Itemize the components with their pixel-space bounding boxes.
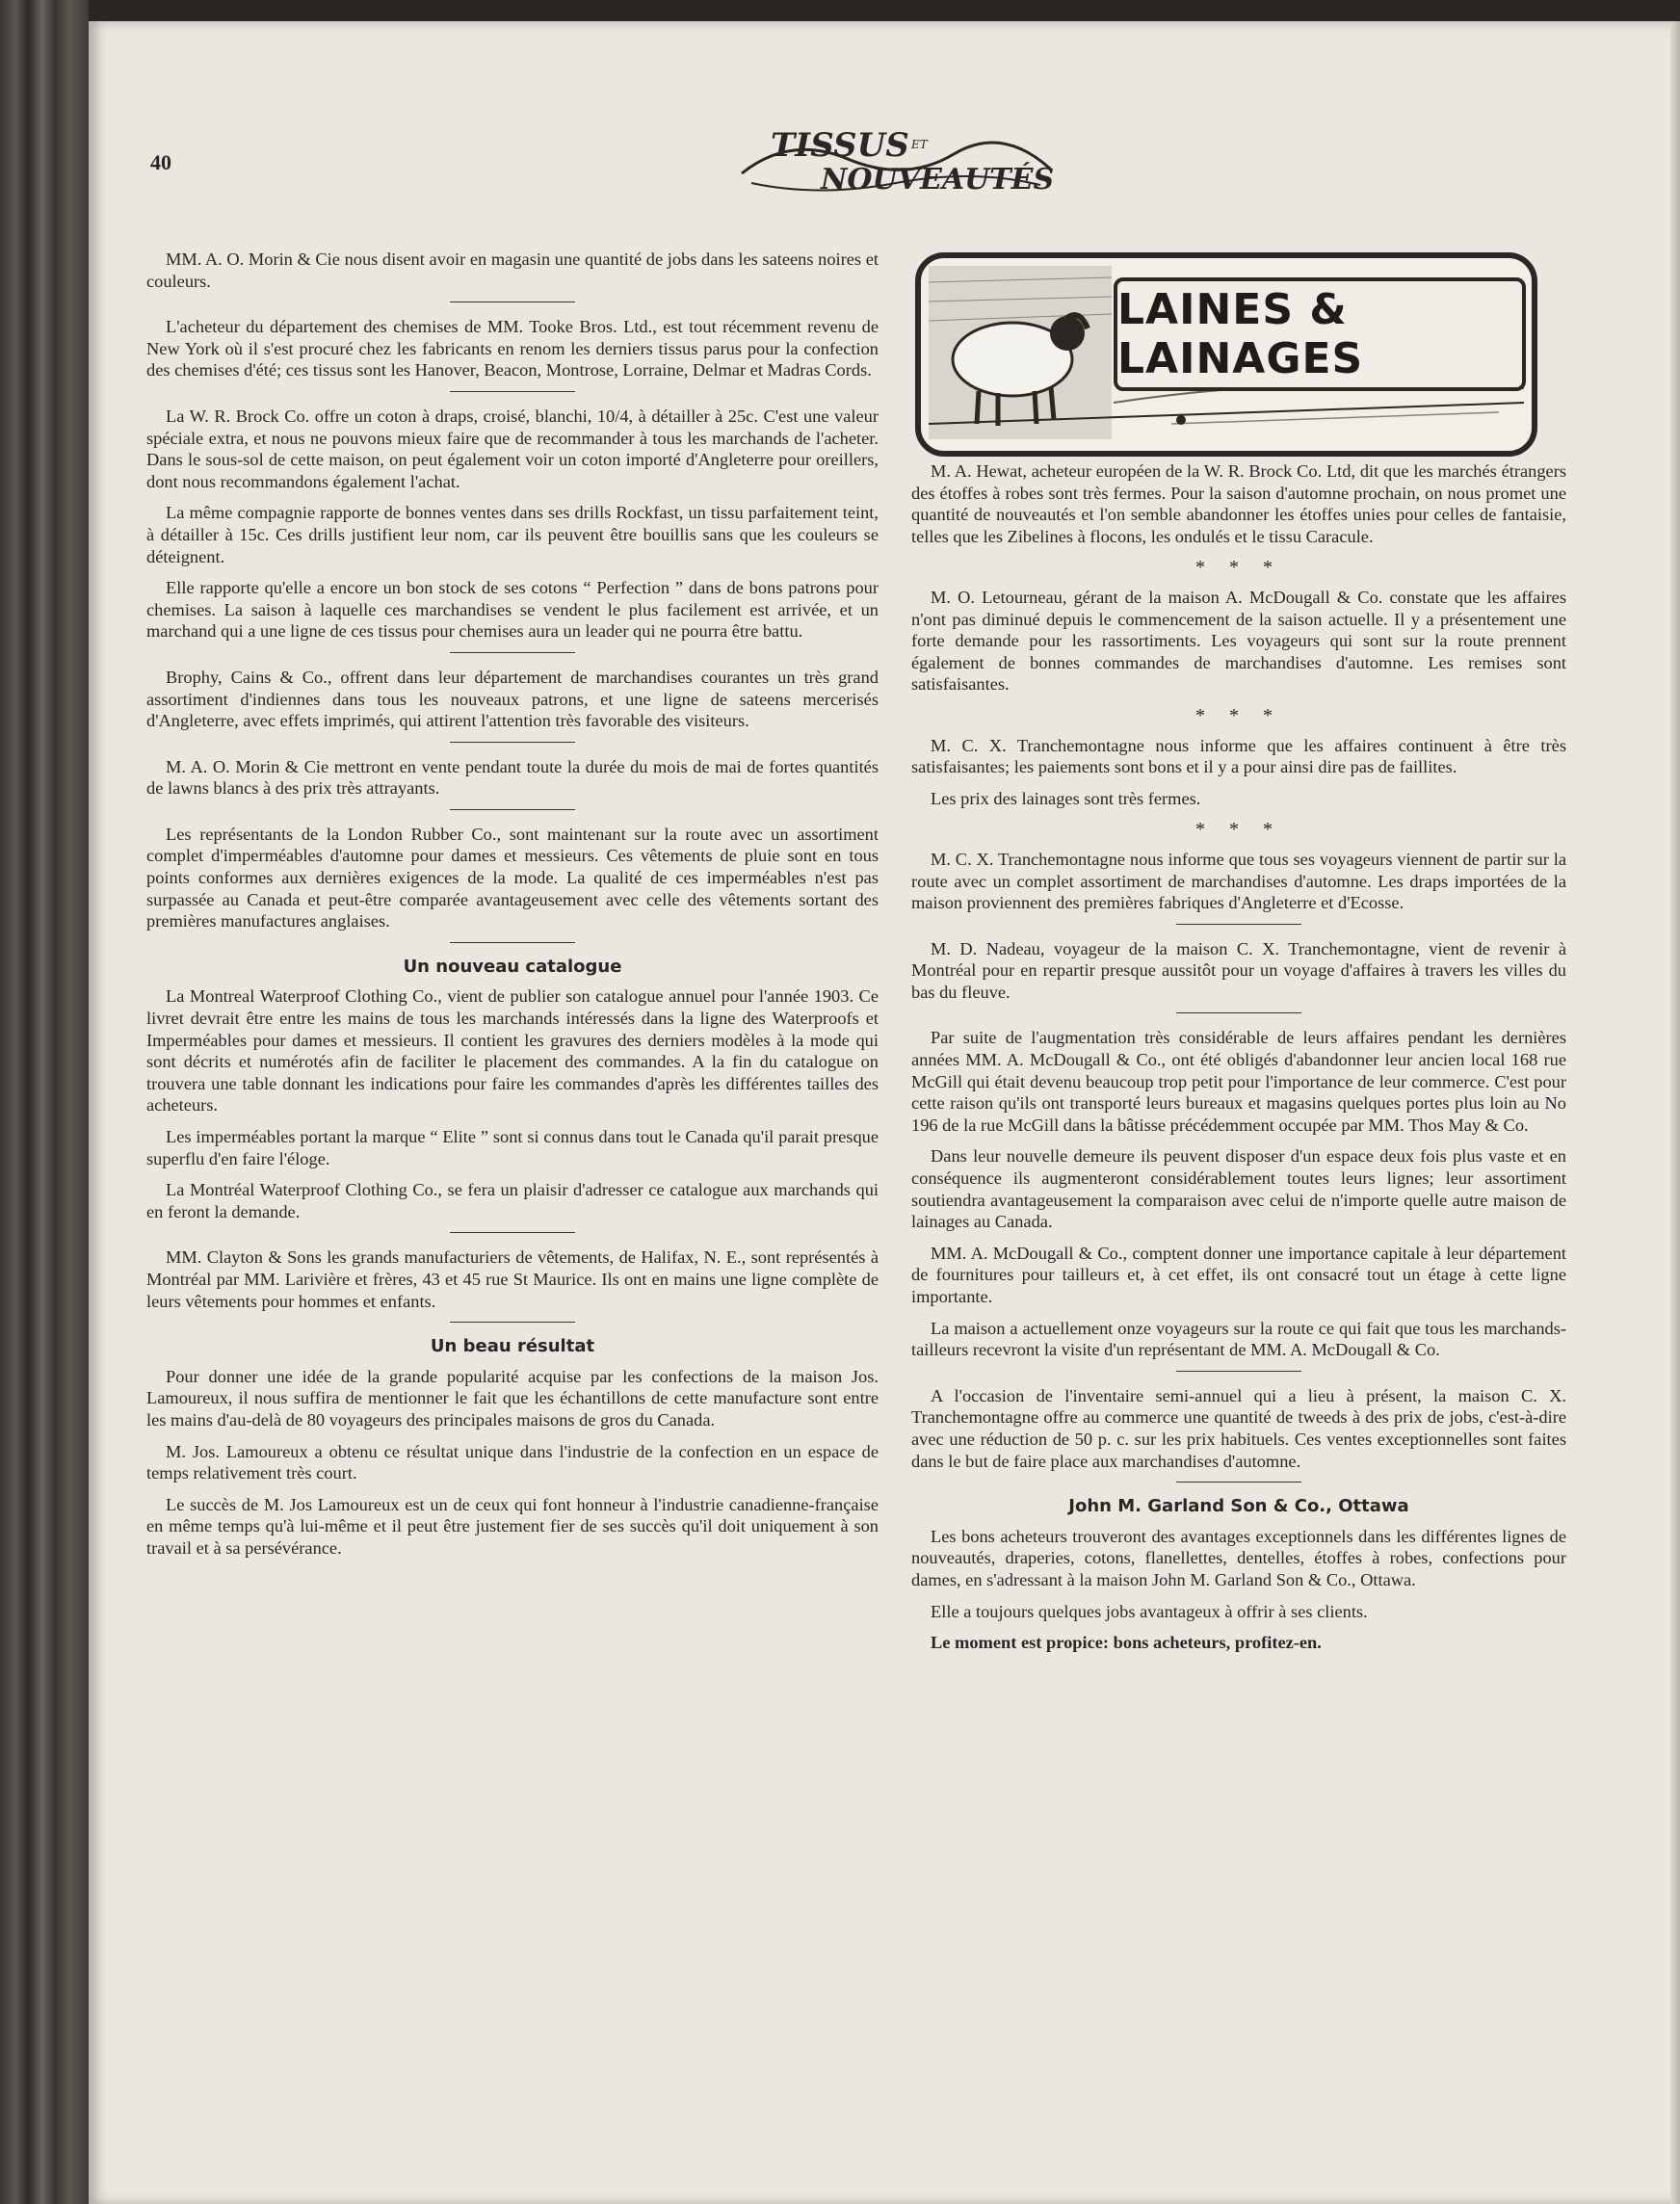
article-paragraph: La maison a actuellement onze voyageurs sur la route ce qui fait que tous les marchands-tailleurs recevront la visite d'un représentant de MM. A. McDougall & Co. bbox=[911, 1318, 1566, 1360]
book-binding bbox=[0, 0, 89, 2204]
article-paragraph: M. Jos. Lamoureux a obtenu ce résultat unique dans l'industrie de la confection en un espace de temps relativement très court. bbox=[146, 1441, 879, 1483]
article-paragraph: M. A. O. Morin & Cie mettront en vente pendant toute la durée du mois de mai de fortes quantités de lawns blancs à des prix très attrayants. bbox=[146, 756, 879, 799]
article-paragraph: Dans leur nouvelle demeure ils peuvent disposer d'un espace deux fois plus vaste et en conséquence ils augmenteront considérablement toutes leurs lignes; leur assortiment soutiendra avantageusement la comparaison avec celui de n'importe quelle autre maison de lainages au Canada. bbox=[911, 1146, 1566, 1232]
article-paragraph: Elle rapporte qu'elle a encore un bon stock de ses cotons “ Perfection ” dans de bons patrons pour chemises. La saison à laquelle ces marchandises se vendent le plus facilement est arrivée, et un marchand qui a une ligne de ces tissus pour chemises aura un leader qui ne pourra être battu. bbox=[146, 578, 879, 642]
article-paragraph: MM. A. McDougall & Co., comptent donner une importance capitale à leur département de fournitures pour tailleurs et, à cet effet, ils ont consacré tout un étage à cette ligne importante. bbox=[911, 1243, 1566, 1306]
banner-title-box bbox=[1114, 277, 1526, 391]
article-paragraph: Brophy, Cains & Co., offrent dans leur département de marchandises courantes un très grand assortiment d'indiennes dans tous les nouveaux patrons, et une ligne de sateens mercerisés d'Angleterre, avec effets imprimés, qui attirent l'attention très favorable des visiteurs. bbox=[146, 667, 879, 731]
article-paragraph: La même compagnie rapporte de bonnes ventes dans ses drills Rockfast, un tissu parfaitement teint, à détailler à 15c. Ces drills justifient leur nom, car ils peuvent être bouillis sans que les couleurs se déteignent. bbox=[146, 503, 879, 566]
divider bbox=[1176, 924, 1301, 925]
page-number: 40 bbox=[150, 150, 171, 174]
laines-lainages-banner bbox=[915, 252, 1537, 457]
article-paragraph: A l'occasion de l'inventaire semi-annuel qui a lieu à présent, la maison C. X. Tranchemontagne offre au commerce une quantité de tweeds à des prix de jobs, c'est-à-dire avec une réduction de 50 p. c. sur les prix habituels. Ces ventes exceptionnelles sont faites dans le but de faire place aux marchandises d'automne. bbox=[911, 1385, 1566, 1471]
section-heading: Un beau résultat bbox=[430, 1336, 595, 1357]
masthead-connector: ET bbox=[911, 138, 928, 151]
asterism: * * * bbox=[1195, 819, 1282, 841]
article-paragraph: Les prix des lainages sont très fermes. bbox=[931, 788, 1201, 808]
article-paragraph: Le succès de M. Jos Lamoureux est un de ceux qui font honneur à l'industrie canadienne-française en même temps qu'à lui-même et il peut être justement fier de ses succès qu'il doit uniquement à son travail et à sa persévérance. bbox=[146, 1494, 879, 1558]
divider bbox=[1176, 1012, 1301, 1013]
article-paragraph: MM. Clayton & Sons les grands manufacturiers de vêtements, de Halifax, N. E., sont représentés à Montréal par MM. Larivière et frères, 43 et 45 rue St Maurice. Ils ont en mains une ligne complète de leurs vêtements pour hommes et enfants. bbox=[146, 1247, 879, 1311]
article-paragraph: La Montréal Waterproof Clothing Co., se fera un plaisir d'adresser ce catalogue aux marchands qui en feront la demande. bbox=[146, 1180, 879, 1221]
article-paragraph: Par suite de l'augmentation très considérable de leurs affaires pendant les dernières années MM. A. McDougall & Co., ont été obligés d'abandonner leur ancien local 168 rue McGill qui était devenu beaucoup trop petit pour l'importance de leur commerce. C'est pour cette raison qu'ils ont transporté leurs bureaux et magasins quelques portes plus loin au No 196 de la rue McGill dans la bâtisse précédemment occupée par MM. Thos May & Co. bbox=[911, 1028, 1566, 1135]
divider bbox=[450, 742, 575, 743]
article-paragraph: L'acheteur du département des chemises de MM. Tooke Bros. Ltd., est tout récemment revenu de New York où il s'est procuré chez les fabricants en renom les derniers tissus parus pour la confection des chemises d'été; ces tissus sont les Hanover, Beacon, Montrose, Lorraine, Delmar et Madras Cords. bbox=[146, 317, 879, 380]
article-paragraph: Les bons acheteurs trouveront des avantages exceptionnels dans les différentes lignes de nouveautés, draperies, cotons, flanellettes, dentelles, étoffes à robes, confections pour dames, en s'adressant à la maison John M. Garland Son & Co., Ottawa. bbox=[911, 1526, 1566, 1589]
divider bbox=[450, 1232, 575, 1233]
left-column bbox=[146, 249, 879, 1569]
article-paragraph: La W. R. Brock Co. offre un coton à draps, croisé, blanchi, 10/4, à détailler à 25c. C'est une valeur spéciale extra, et nous ne pouvons mieux faire que de recommander à tous les marchands de l'acheter. Dans le sous-sol de cette maison, on peut également voir un coton importé d'Angleterre pour oreillers, dont nous recommandons également l'achat. bbox=[146, 406, 879, 491]
banner-title: LAINES & LAINAGES bbox=[1117, 285, 1364, 383]
divider bbox=[450, 652, 575, 653]
asterism: * * * bbox=[1195, 557, 1282, 579]
article-paragraph: Elle a toujours quelques jobs avantageux à offrir à ses clients. bbox=[931, 1601, 1368, 1621]
article-paragraph: La Montreal Waterproof Clothing Co., vient de publier son catalogue annuel pour l'année 1903. Ce livret devrait être entre les mains de tous les marchands intéressés dans la ligne des Waterproofs et Imperméables pour dames et messieurs. Il contient les gravures des derniers modèles à la mode qui sont décrits et numérotés afin de faciliter le placement des commandes. A la fin du catalogue on trouvera une table donnant les indications pour faire les commandes d'après les différentes tailles des acheteurs. bbox=[146, 986, 879, 1115]
section-heading: John M. Garland Son & Co., Ottawa bbox=[1068, 1496, 1409, 1517]
masthead-logo bbox=[732, 116, 1060, 202]
article-paragraph: Les représentants de la London Rubber Co., sont maintenant sur la route avec un assortiment complet d'imperméables d'automne pour dames et messieurs. Ces vêtements de pluie sont en tous points conformes aux dernières exigences de la mode. La qualité de ces imperméables n'est pas surpassée au Canada et peut-être comparée avantageusement avec celle des vêtements sortant des premières manufactures anglaises. bbox=[146, 824, 879, 931]
article-paragraph: MM. A. O. Morin & Cie nous disent avoir en magasin une quantité de jobs dans les sateens noires et couleurs. bbox=[146, 249, 879, 291]
article-paragraph: M. C. X. Tranchemontagne nous informe que les affaires continuent à être très satisfaisantes; les paiements sont bons et il y a pour ainsi dire pas de faillites. bbox=[911, 735, 1566, 777]
article-paragraph: M. D. Nadeau, voyageur de la maison C. X. Tranchemontagne, vient de revenir à Montréal pour en repartir presque aussitôt pour un voyage d'affaires à travers les villes du bas du fleuve. bbox=[911, 938, 1566, 1002]
divider bbox=[450, 1322, 575, 1323]
article-paragraph: Le moment est propice: bons acheteurs, profitez-en. bbox=[931, 1633, 1322, 1653]
divider bbox=[450, 942, 575, 943]
article-paragraph: M. A. Hewat, acheteur européen de la W. R. Brock Co. Ltd, dit que les marchés étrangers des étoffes à robes sont très fermes. Pour la saison d'automne prochain, on nous promet une quantité de nouveautés et l'on semble abandonner les étoffes unies pour celles de fantaisie, telles que les Zibelines à flocons, les ondulés et le tissu Caracule. bbox=[911, 461, 1566, 546]
section-heading: Un nouveau catalogue bbox=[403, 956, 622, 977]
masthead-line1: TISSUS bbox=[771, 126, 909, 165]
article-paragraph: Pour donner une idée de la grande popularité acquise par les confections de la maison Jos. Lamoureux, il nous suffira de mentionner le fait que les échantillons de cette manufacture sont entre les mains d'au-delà de 80 voyageurs des principales maisons de gros du Canada. bbox=[146, 1366, 879, 1430]
article-paragraph: M. C. X. Tranchemontagne nous informe que tous ses voyageurs viennent de partir sur la route avec un complet assortiment de marchandises d'automne. Les draps importées de la maison proviennent des premières fabriques d'Angleterre et d'Ecosse. bbox=[911, 849, 1566, 913]
masthead-line2: NOUVEAUTÉS bbox=[821, 163, 1055, 197]
divider bbox=[450, 809, 575, 810]
article-paragraph: Les imperméables portant la marque “ Elite ” sont si connus dans tout le Canada qu'il parait presque superflu d'en faire l'éloge. bbox=[146, 1127, 879, 1168]
right-column bbox=[911, 460, 1566, 1664]
divider bbox=[450, 391, 575, 392]
masthead-logo-graphic bbox=[732, 116, 1060, 202]
page-edge bbox=[1670, 21, 1680, 2204]
article-paragraph: M. O. Letourneau, gérant de la maison A. McDougall & Co. constate que les affaires n'ont pas diminué depuis le commencement de la saison actuelle. Il y a présentement une forte demande pour les rassortiments. Les voyageurs qui sont sur la route prennent également de bonnes commandes de marchandises d'automne. Les remises sont satisfaisantes. bbox=[911, 587, 1566, 695]
divider bbox=[1176, 1371, 1301, 1372]
asterism: * * * bbox=[1195, 704, 1282, 726]
